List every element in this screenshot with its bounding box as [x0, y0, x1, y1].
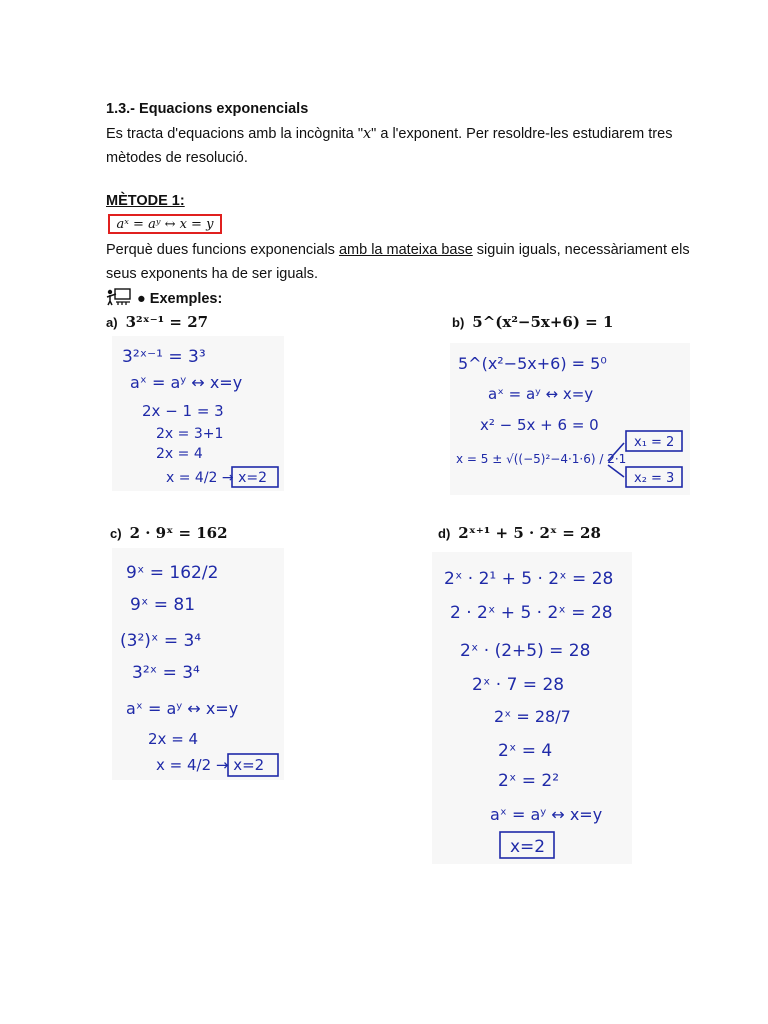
step-d-1: 2ˣ · 2¹ + 5 · 2ˣ = 28 [444, 569, 614, 589]
step-d-3: 2ˣ · (2+5) = 28 [460, 641, 591, 661]
section-title: 1.3.- Equacions exponencials [106, 101, 309, 117]
example-b-header [452, 313, 613, 331]
step-d-7: 2ˣ = 2² [498, 771, 560, 791]
explanation-text-1: Perquè dues funcions exponencials [106, 242, 339, 258]
explanation-text-2: siguin iguals, necessàriament els seus exponents ha de ser iguals. [106, 242, 690, 282]
example-c-label: c) [110, 526, 122, 541]
example-c-header [110, 524, 228, 542]
step-c-2: 9ˣ = 81 [130, 595, 196, 615]
example-d-handwriting [432, 552, 632, 864]
step-b-6: x₂ = 3 [634, 471, 675, 486]
step-c-3: (3²)ˣ = 3⁴ [120, 631, 202, 651]
step-a-1: 3²ˣ⁻¹ = 3³ [122, 347, 206, 367]
examples-heading-text: ● Exemples: [137, 291, 223, 307]
example-a-title: 3²ˣ⁻¹ = 27 [125, 313, 209, 331]
step-a-6: x = 4/2 → x=2 [166, 470, 268, 486]
step-a-2: aˣ = aʸ ↔ x=y [130, 373, 243, 392]
example-d-title: 2ˣ⁺¹ + 5 · 2ˣ = 28 [458, 524, 601, 542]
step-d-4: 2ˣ · 7 = 28 [472, 675, 565, 695]
example-c-handwriting [112, 548, 284, 780]
example-a-label: a) [106, 315, 118, 330]
step-d-6: 2ˣ = 4 [498, 741, 553, 761]
example-c-title: 2 · 9ˣ = 162 [129, 524, 228, 542]
example-d-label: d) [438, 526, 451, 541]
step-b-4: x = 5 ± √((−5)²−4·1·6) / 2·1 [456, 452, 627, 466]
step-d-8: aˣ = aʸ ↔ x=y [490, 805, 603, 824]
examples-heading [106, 288, 222, 310]
intro-text-2: " a l'exponent. Per resoldre-les estudiarem tres mètodes de resolució. [106, 126, 673, 166]
explanation-underlined: amb la mateixa base [338, 242, 473, 258]
intro-text-1: Es tracta d'equacions amb la incògnita " [106, 126, 363, 142]
step-a-4: 2x = 3+1 [156, 426, 224, 442]
method-rule: aˣ = aʸ ↔ x = y [108, 214, 222, 234]
step-d-2: 2 · 2ˣ + 5 · 2ˣ = 28 [450, 603, 613, 623]
step-b-3: x² − 5x + 6 = 0 [480, 416, 599, 434]
step-c-4: 3²ˣ = 3⁴ [132, 663, 200, 683]
teacher-board-icon [106, 288, 132, 310]
example-b-label: b) [452, 315, 465, 330]
step-a-3: 2x − 1 = 3 [142, 402, 224, 420]
step-b-5: x₁ = 2 [634, 435, 675, 450]
step-a-5: 2x = 4 [156, 446, 203, 462]
step-c-5: aˣ = aʸ ↔ x=y [126, 699, 239, 718]
step-c-1: 9ˣ = 162/2 [126, 563, 219, 583]
intro-paragraph [106, 122, 706, 170]
step-d-9: x=2 [510, 837, 546, 857]
intro-variable: x [362, 126, 372, 142]
example-a-header [106, 313, 208, 331]
example-a-handwriting [112, 336, 284, 491]
method-title: MÈTODE 1: [106, 193, 185, 209]
step-d-5: 2ˣ = 28/7 [494, 707, 571, 726]
step-b-2: aˣ = aʸ ↔ x=y [488, 385, 594, 403]
step-c-6: 2x = 4 [148, 730, 199, 748]
step-c-7: x = 4/2 → x=2 [156, 756, 265, 774]
example-d-header [438, 524, 601, 542]
example-b-handwriting [450, 343, 690, 495]
method-explanation [106, 238, 706, 286]
step-b-1: 5^(x²−5x+6) = 5⁰ [458, 354, 607, 373]
example-b-title: 5^(x²−5x+6) = 1 [472, 313, 614, 331]
